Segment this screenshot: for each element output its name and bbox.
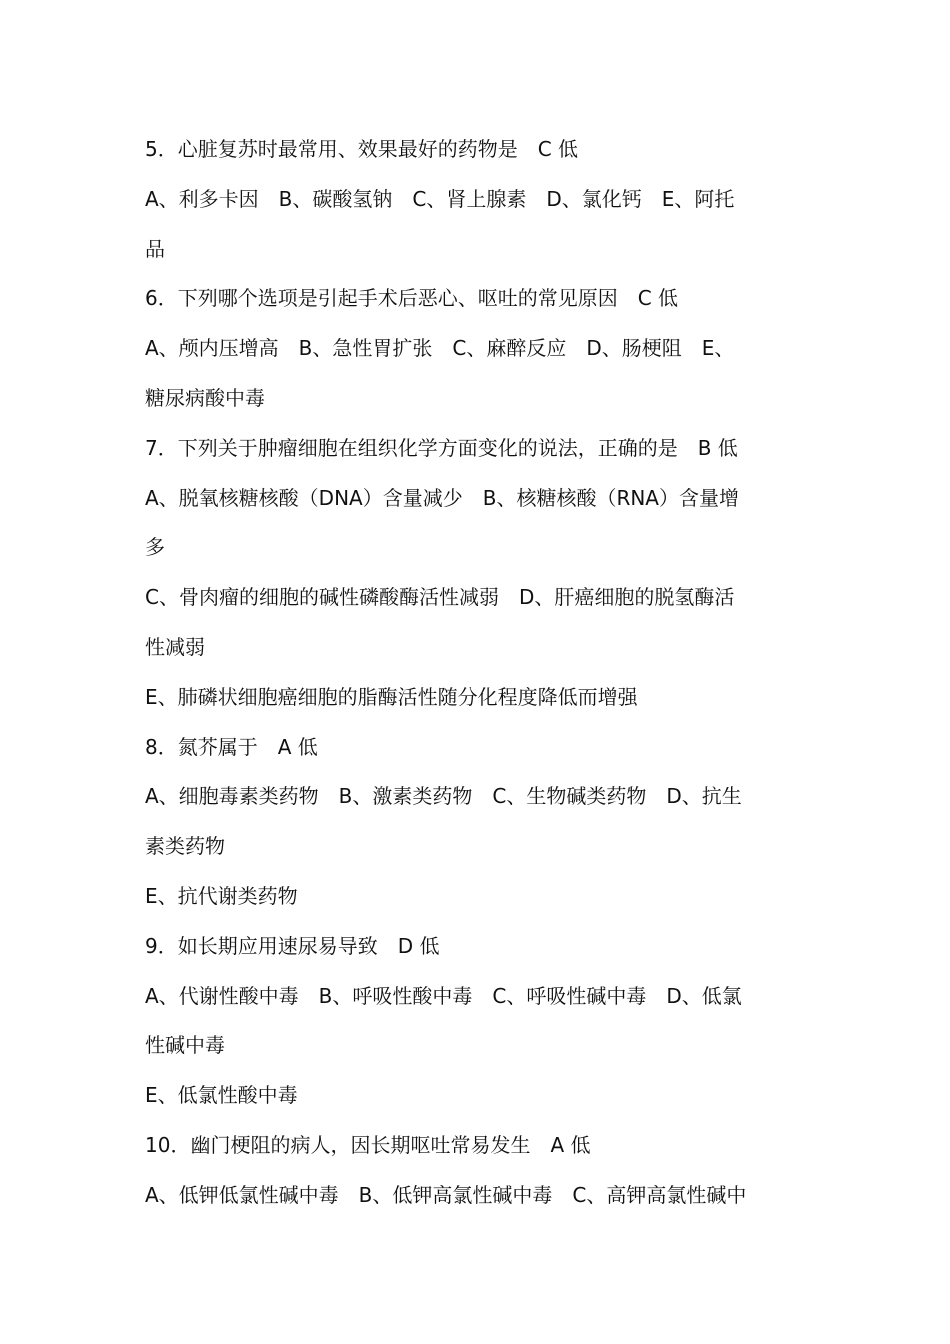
question-9-options-cont: 性碱中毒 <box>145 1033 225 1058</box>
question-9-stem: 9．如长期应用速尿易导致 D 低 <box>145 933 440 958</box>
question-5-options: A、利多卡因 B、碳酸氢钠 C、肾上腺素 D、氯化钙 E、阿托 <box>145 186 735 211</box>
question-9-options: A、代谢性酸中毒 B、呼吸性酸中毒 C、呼吸性碱中毒 D、低氯 <box>145 983 742 1008</box>
question-7-option-e: E、肺磷状细胞癌细胞的脂酶活性随分化程度降低而增强 <box>145 684 638 709</box>
question-5-options-cont: 品 <box>145 236 165 261</box>
question-5-stem: 5．心脏复苏时最常用、效果最好的药物是 C 低 <box>145 137 579 161</box>
question-7-options-cd: C、骨肉瘤的细胞的碱性磷酸酶活性减弱 D、肝癌细胞的脱氢酶活 <box>145 585 735 610</box>
question-8-options-cont: 素类药物 <box>145 834 225 859</box>
question-7-stem: 7．下列关于肿瘤细胞在组织化学方面变化的说法，正确的是 B 低 <box>145 435 738 460</box>
question-7-options-ab: A、脱氧核糖核酸（DNA）含量减少 B、核糖核酸（RNA）含量增 <box>145 485 739 510</box>
question-10-stem: 10．幽门梗阻的病人，因长期呕吐常易发生 A 低 <box>145 1132 591 1157</box>
question-6-options-cont: 糖尿病酸中毒 <box>145 385 265 410</box>
question-6-options: A、颅内压增高 B、急性胃扩张 C、麻醉反应 D、肠梗阻 E、 <box>145 336 735 361</box>
question-8-option-e: E、抗代谢类药物 <box>145 883 298 908</box>
question-10-options: A、低钾低氯性碱中毒 B、低钾高氯性碱中毒 C、高钾高氯性碱中 <box>145 1182 747 1207</box>
document-body <box>145 125 810 1221</box>
question-6-stem: 6．下列哪个选项是引起手术后恶心、呕吐的常见原因 C 低 <box>145 286 679 311</box>
question-7-options-cd-cont: 性减弱 <box>145 634 205 659</box>
question-7-options-ab-cont: 多 <box>145 535 165 560</box>
question-8-options: A、细胞毒素类药物 B、激素类药物 C、生物碱类药物 D、抗生 <box>145 784 742 809</box>
question-9-option-e: E、低氯性酸中毒 <box>145 1083 298 1108</box>
question-8-stem: 8．氮芥属于 A 低 <box>145 734 318 759</box>
